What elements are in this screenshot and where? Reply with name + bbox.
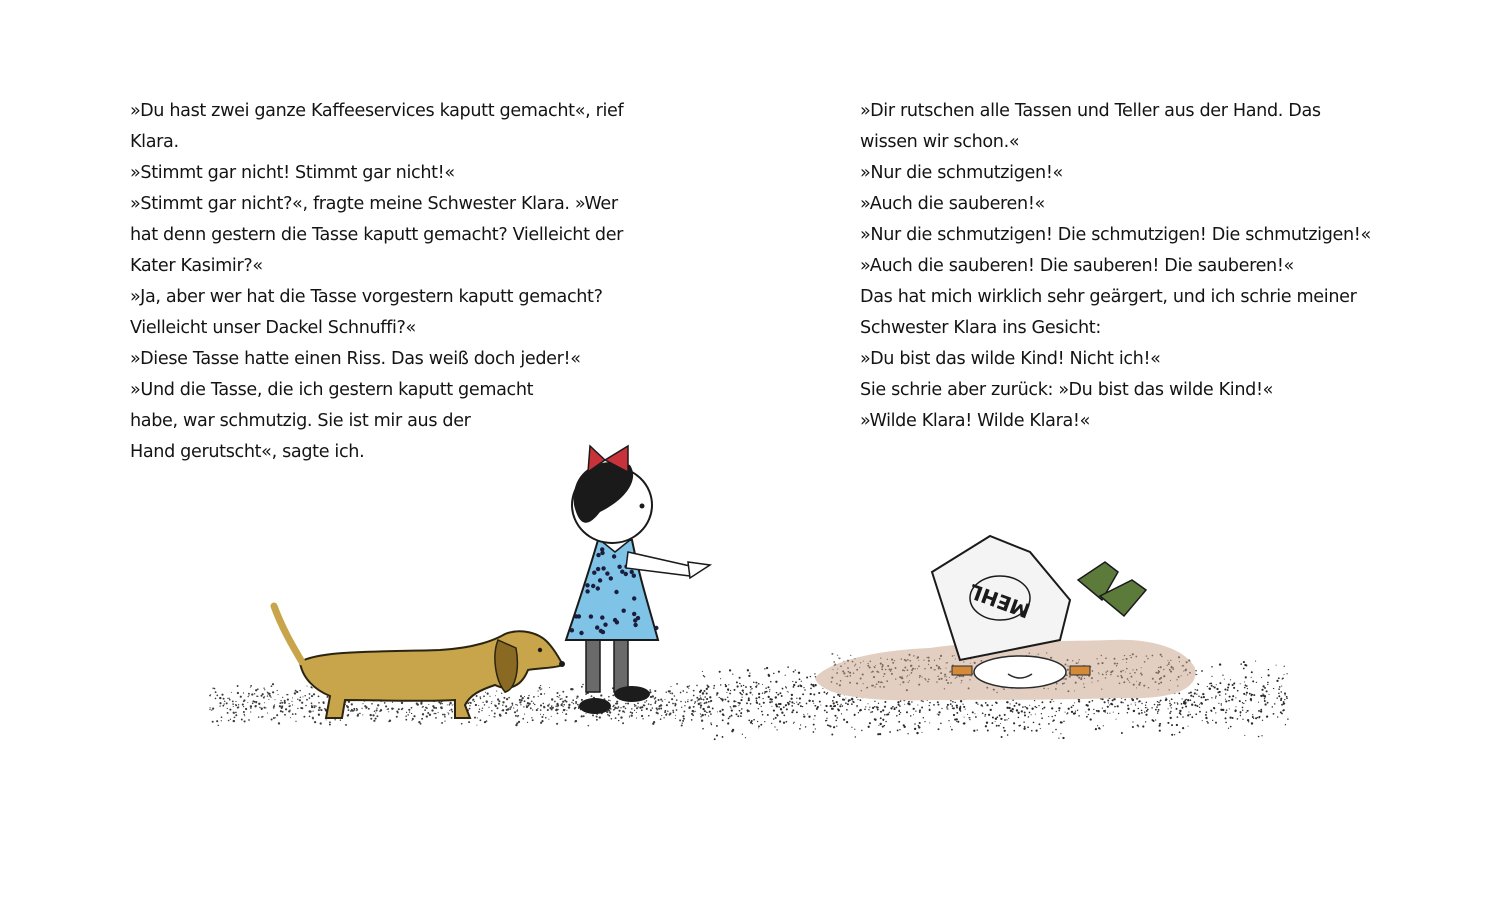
text-line: »Nur die schmutzigen!« — [860, 163, 1063, 183]
text-line: Hand gerutscht«, sagte ich. — [130, 442, 365, 462]
text-line: Kater Kasimir?« — [130, 256, 263, 276]
text-line: »Wilde Klara! Wilde Klara!« — [860, 411, 1090, 431]
text-line: »Und die Tasse, die ich gestern kaputt gemacht — [130, 380, 534, 400]
text-line: »Du hast zwei ganze Kaffeeservices kaputt gemacht«, rief — [130, 101, 624, 121]
text-line: »Dir rutschen alle Tassen und Teller aus der Hand. Das — [860, 101, 1321, 121]
girl-drawing — [566, 446, 710, 714]
text-line: »Stimmt gar nicht?«, fragte meine Schwester Klara. »Wer — [130, 194, 618, 214]
text-line: Das hat mich wirklich sehr geärgert, und ich schrie meiner — [860, 287, 1357, 307]
text-line: Vielleicht unser Dackel Schnuffi?« — [130, 318, 416, 338]
flour-bag-label: MEHL — [965, 578, 1034, 623]
text-line: »Ja, aber wer hat die Tasse vorgestern kaputt gemacht? — [130, 287, 603, 307]
text-line: »Diese Tasse hatte einen Riss. Das weiß doch jeder!« — [130, 349, 581, 369]
text-line: Klara. — [130, 132, 179, 152]
text-line: »Nur die schmutzigen! Die schmutzigen! Die schmutzigen!« — [860, 225, 1371, 245]
text-line: »Auch die sauberen! Die sauberen! Die sauberen!« — [860, 256, 1294, 276]
flour-spill-drawing — [815, 536, 1196, 700]
text-line: hat denn gestern die Tasse kaputt gemacht? Vielleicht der — [130, 225, 624, 245]
text-line: wissen wir schon.« — [860, 132, 1020, 152]
text-line: »Auch die sauberen!« — [860, 194, 1045, 214]
text-line: Schwester Klara ins Gesicht: — [860, 318, 1101, 338]
text-line: habe, war schmutzig. Sie ist mir aus der — [130, 411, 471, 431]
text-line: »Stimmt gar nicht! Stimmt gar nicht!« — [130, 163, 455, 183]
text-line: Sie schrie aber zurück: »Du bist das wilde Kind!« — [860, 380, 1274, 400]
text-line: »Du bist das wilde Kind! Nicht ich!« — [860, 349, 1161, 369]
